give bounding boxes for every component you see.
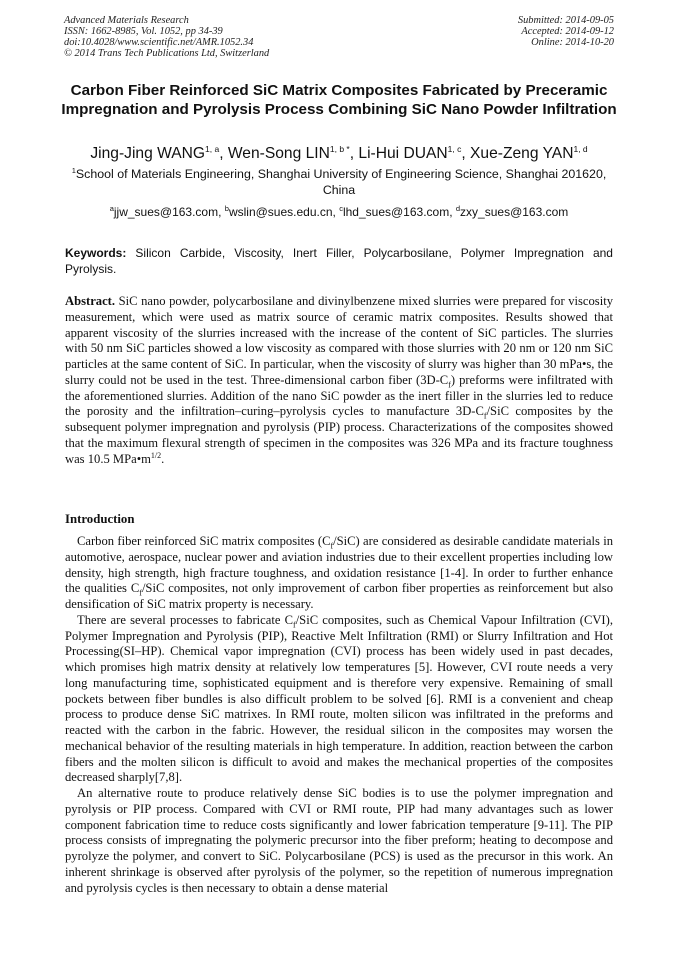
issn-line: ISSN: 1662-8985, Vol. 1052, pp 34-39 (64, 26, 223, 37)
paragraph-text: /SiC) are considered as desirable candidate materials in automotive, aerospace, nuclear power and aviation industries due to their excellent properties including low density, high strength, high fracture toughness, and oxidation resistance [1-4]. In order to further enhance the qualities C (65, 534, 613, 596)
paragraph-text: /SiC composites, such as Chemical Vapour Infiltration (CVI), Polymer Impregnation and Pyrolysis (PIP), Reactive Melt Infiltration (RMI) or Slurry Infiltration and Hot Processing(SI–HP). Chemical vapor impregnation (CVI) process has been widely used in past decades, which promises high matrix density at relatively low temperatures [5]. However, CVI route needs a very long manufacturing time, sophisticated equipment and is therefore very expensive. Remaining of small pockets between fiber bundles is also difficult problem to be solved [6]. RMI is a convenient and cheap process to produce dense SiC matrixes. In RMI route, molten silicon was infiltrated in the preforms and reacted with the carbon in the fabric. However, the residual silicon in the composites may worsen the mechanical behavior of the resulting materials in high temperature. In addition, reaction between the carbon fibers and the molten silicon is difficult to avoid and makes the mechanical properties of the composites decreased sharply[7,8]. (65, 612, 613, 785)
paragraph-text: Carbon fiber reinforced SiC matrix composites (C (77, 534, 331, 548)
author-superscript: 1, d (573, 143, 588, 154)
keywords (65, 246, 613, 277)
email-link[interactable]: lhd_sues@163.com (342, 205, 450, 219)
paragraph (65, 534, 613, 613)
subscript-f: f (330, 541, 334, 551)
accepted-date: Accepted: 2014-09-12 (521, 26, 614, 37)
submitted-date: Submitted: 2014-09-05 (517, 15, 614, 26)
abstract-text: SiC nano powder, polycarbosilane and divinylbenzene mixed slurries were prepared for viscosity measurement, which were used as matrix source of ceramic matrix composites. Results showed that apparent viscosity of the slurries increased with the increase of the content of SiC particles. The slurries with 50 nm SiC particles showed a low viscosity as compared with those slurries with 20 nm or 120 nm SiC particles at the same content of SiC. In particular, when the viscosity of slurry was higher than 30 mPa•s, the slurry could not be used in the test. Three-dimensional carbon fiber (3D-C (65, 294, 614, 387)
email-list: $^a$jjw_sues@163.com, $^b$wslin@sues.edu.cn, $^c$lhd_sues@163.com, $^d$zxy_sues@163.com (109, 204, 569, 219)
affiliation-superscript: 1 (71, 165, 76, 175)
dates-info (374, 15, 614, 48)
exponent: 1/2 (150, 450, 162, 460)
email-superscript: d (455, 204, 461, 213)
subscript-f: f (139, 588, 142, 598)
affiliation (62, 167, 616, 198)
email-link[interactable]: wslin@sues.edu.cn (228, 205, 333, 219)
email-link[interactable]: jjw_sues@163.com (113, 205, 219, 219)
keywords-label: Keywords: (65, 246, 127, 260)
journal-name: Advanced Materials Research (64, 15, 189, 26)
author-superscript: 1, c (447, 143, 462, 154)
author-name: Wen-Song LIN (227, 145, 330, 162)
email-superscript: c (339, 204, 343, 213)
author-superscript: 1, a (205, 143, 220, 154)
paragraph-text: /SiC composites, not only improvement of carbon fiber properties as reinforcement but also densification of SiC matrix property is necessary. (65, 581, 613, 611)
paper-title: Carbon Fiber Reinforced SiC Matrix Composites Fabricated by Preceramic Impregnation and Pyrolysis Process Combining SiC Nano Powder Infiltration (61, 82, 617, 118)
paragraph: An alternative route to produce relatively dense SiC bodies is to use the polymer impregnation and pyrolysis or PIP process. Compared with CVI or RMI route, PIP had many advantages such as lower component fabrication time to reduce costs significantly and lower fabrication temperature [9-11]. The PIP process consists of impregnating the polymeric precursor into the fiber preform; heating to decompose and pyrolyze the polymer, and convert to SiC. Polycarbosilane (PCS) is used as the precursor in this work. An inherent shrinkage is observed after pyrolysis of the polymer, so the repetition of numerous impregnation and pyrolysis cycles is then necessary to obtain a dense material (65, 786, 613, 895)
subscript-f: f (293, 620, 296, 630)
copyright-line: © 2014 Trans Tech Publications Ltd, Switzerland (64, 48, 270, 59)
author-superscript: 1, b * (329, 143, 350, 154)
section-heading: Introduction (65, 512, 135, 526)
abstract-text: ) preforms were infiltrated with the aforementioned slurries. Addition of the nano SiC powder as the inert filler in the slurries led to reduce the porosity and the infiltration–curing–pyrolysis cycles to manufacture 3D-C (65, 372, 614, 419)
abstract-text: /SiC composites by the subsequent polymer impregnation and pyrolysis (PIP) process. Characterizations of the composites showed that the maximum flexural strength of specimen in the composites was 326 MPa and its fracture toughness was 10.5 MPa•m (65, 404, 613, 466)
affiliation-text: School of Materials Engineering, Shanghai University of Engineering Science, Shanghai 201620, China (75, 167, 607, 197)
paragraph (65, 613, 613, 786)
subscript-f: f (448, 380, 451, 390)
keywords-text: Silicon Carbide, Viscosity, Inert Filler, Polycarbosilane, Polymer Impregnation and Pyrolysis. (65, 246, 613, 276)
email-superscript: b (224, 204, 229, 213)
author-name: Jing-Jing WANG (90, 145, 206, 162)
email-superscript: a (109, 204, 114, 213)
abstract (65, 294, 613, 467)
publication-info (64, 15, 394, 59)
abstract-text: . (161, 451, 165, 466)
paragraph-text: There are several processes to fabricate C (77, 612, 294, 627)
author-name: Xue-Zeng YAN (470, 145, 574, 162)
author-name: Li-Hui DUAN (358, 145, 448, 162)
online-date: Online: 2014-10-20 (531, 37, 614, 48)
email-link[interactable]: zxy_sues@163.com (460, 205, 569, 219)
doi-line: doi:10.4028/www.scientific.net/AMR.1052.34 (64, 37, 254, 48)
author-list: Jing-Jing WANG$^{1, a}$, Wen-Song $LIN^{1, b *}$, Li-Hui DUAN$^{1, c}$, Xue-Zeng YAN$^{1, d}$ (90, 143, 588, 162)
subscript-f: f (483, 411, 487, 421)
abstract-label: Abstract. (65, 294, 116, 308)
introduction-body (65, 534, 613, 896)
